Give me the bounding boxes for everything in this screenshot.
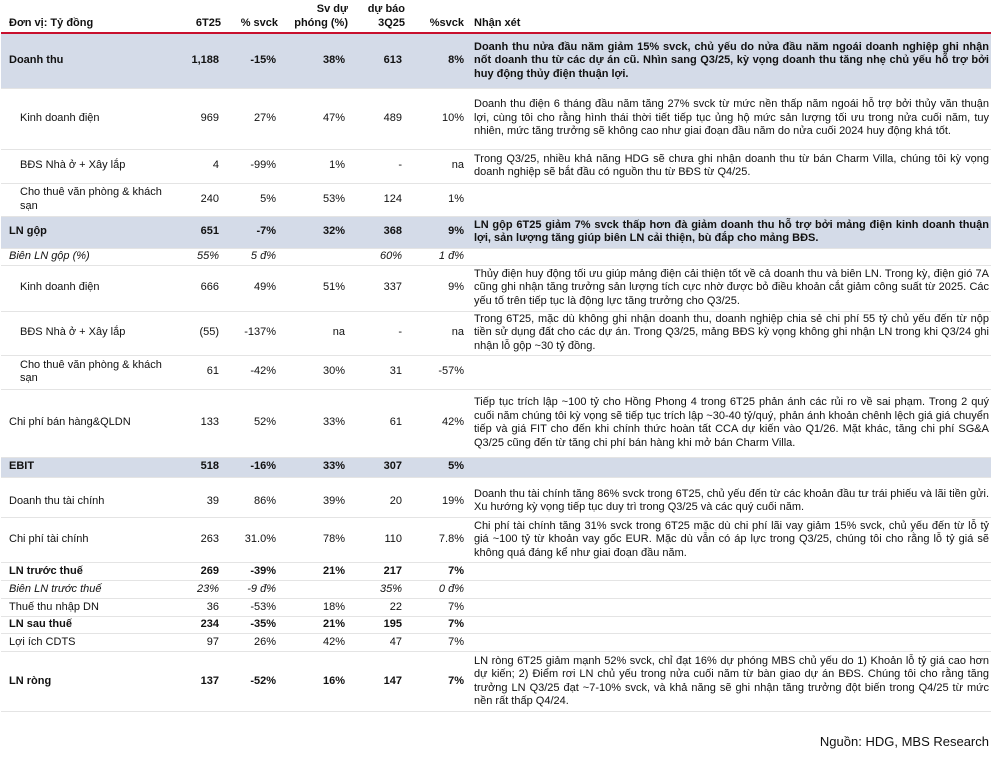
table-row: BĐS Nhà ở + Xây lắp 4 -99% 1% - na Trong Q3/25, nhiều khả năng HDG sẽ chưa ghi nhận doanh thu từ bán Charm Villa, chúng tôi kỳ vọng doanh nghiệp sẽ bắt đầu có nguồn thu từ BĐS từ Q4/25. — [1, 149, 991, 183]
table-row: BĐS Nhà ở + Xây lắp (55) -137% na - na Trong 6T25, mặc dù không ghi nhận doanh thu, doanh nghiệp chia sẻ chi phí 55 tỷ chủ yếu đến từ nộp tiền sử dụng đất cho các dự án. Trong Q3/25, mảng BĐS kỳ vọng không ghi nhận LN trong khi Q3/24 ghi nhận lỗ gộp ~30 tỷ đồng. — [1, 311, 991, 355]
table-row: Biên LN trước thuế 23% -9 đ% 35% 0 đ% — [1, 581, 991, 599]
header-pct-svck: %svck — [405, 0, 470, 33]
table-row: Kinh doanh điện 666 49% 51% 337 9% Thủy điện huy động tối ưu giúp mảng điện cải thiện tốt về cả doanh thu và biên LN. Trong kỳ, điện gió 7A cũng ghi nhận tăng trưởng sản lượng tích cực nhờ được bỏ điều khoản cắt giảm công suất từ 2025. Các yếu tố trên tiếp tục là động lực tăng trưởng cho Q3/25. — [1, 265, 991, 311]
table-row: LN sau thuế 234 -35% 21% 195 7% — [1, 617, 991, 634]
table-row: Doanh thu 1,188 -15% 38% 613 8% Doanh thu nửa đầu năm giảm 15% svck, chủ yếu do nửa đầu năm ngoái doanh nghiệp ghi nhận nốt doanh thu từ các dự án cũ. Nhìn sang Q3/25, kỳ vọng doanh thu tăng nhẹ chủ yếu hỗ trợ bởi huy động thủy điện thuận lợi. — [1, 33, 991, 88]
table-row: Doanh thu tài chính 39 86% 39% 20 19% Doanh thu tài chính tăng 86% svck trong 6T25, chủ yếu đến từ các khoản đầu tư trái phiếu và lãi tiền gửi. Xu hướng kỳ vọng tiếp tục duy trì trong Q3/25 và các quý cuối năm. — [1, 486, 991, 518]
table-row: EBIT 518 -16% 33% 307 5% — [1, 457, 991, 477]
source-note: Nguồn: HDG, MBS Research — [819, 734, 989, 749]
header-du-bao: dự báo 3Q25 — [348, 0, 405, 33]
table-header — [1, 0, 991, 33]
table-row: Cho thuê văn phòng & khách sạn 240 5% 53% 124 1% — [1, 183, 991, 216]
section-spacer — [1, 477, 991, 486]
financial-table — [1, 0, 991, 712]
table-row: LN trước thuế 269 -39% 21% 217 7% — [1, 563, 991, 581]
header-6t25: 6T25 — [175, 0, 221, 33]
table-row: Kinh doanh điện 969 27% 47% 489 10% Doanh thu điện 6 tháng đầu năm tăng 27% svck từ mức nền thấp năm ngoái hỗ trợ bởi thủy văn thuận lợi, cùng tôi cho rằng hình thái thời tiết tiếp tục ủng hộ mức sản lượng tối ưu trong nửa cuối năm, tuy nhiên, mức tăng trưởng sẽ không cao như giai đoạn đầu năm do nửa cuối 2024 huy động khá tốt. — [1, 88, 991, 149]
table-row: Lợi ích CDTS 97 26% 42% 47 7% — [1, 634, 991, 652]
header-comment: Nhận xét — [470, 0, 991, 33]
table-row: Chi phí bán hàng&QLDN 133 52% 33% 61 42% Tiếp tục trích lập ~100 tỷ cho Hồng Phong 4 trong 6T25 phản ánh các rủi ro về sai phạm. Trong 2 quý cuối năm chúng tôi kỳ vọng sẽ tiếp tục trích lập ~30-40 tỷ/quý, phản ánh khoản chênh lệch giá giá chuyển tiếp và giá FIT cho đến khi chính thức hoàn tất CCA dự kiến vào Q1/26. Mặt khác, tăng chi phí SG&A Q3/25 cũng đến từ tăng chi phí bán hàng khi mở bán Charm Villa. — [1, 389, 991, 457]
table-row: Biên LN gộp (%) 55% 5 đ% 60% 1 đ% — [1, 248, 991, 265]
table-row: LN ròng 137 -52% 16% 147 7% LN ròng 6T25 giảm mạnh 52% svck, chỉ đạt 16% dự phóng MBS chủ yếu do 1) Khoản lỗ tỷ giá cao hơn dự kiến; 2) Điểm rơi LN chủ yếu trong nửa cuối năm từ bàn giao dự án BĐS. Chúng tôi cho rằng tăng trưởng LN Q3/25 đạt ~7-10% svck, và khả năng sẽ ghi nhận tăng trưởng đột biến trong Q4/25 từ mức nền rất thấp Q4/24. — [1, 652, 991, 712]
header-unit: Đơn vị: Tỷ đồng — [1, 0, 175, 33]
header-svck: % svck — [221, 0, 278, 33]
table-row: Cho thuê văn phòng & khách sạn 61 -42% 30% 31 -57% — [1, 355, 991, 389]
table-row: Chi phí tài chính 263 31.0% 78% 110 7.8% Chi phí tài chính tăng 31% svck trong 6T25 mặc dù chi phí lãi vay giảm 15% svck, chủ yếu đến từ lỗ tỷ giá ~100 tỷ từ khoản vay gốc EUR. Mặc dù vẫn có áp lực trong Q3/25, chúng tôi cho rằng lỗ tỷ giá sẽ không quá đáng kể như giai đoạn đầu năm. — [1, 518, 991, 563]
table-row: LN gộp 651 -7% 32% 368 9% LN gộp 6T25 giảm 7% svck thấp hơn đà giảm doanh thu hỗ trợ bởi mảng điện kinh doanh thuận lợi, sản lượng tăng giúp biên LN cải thiện, bù đắp cho mảng BĐS. — [1, 216, 991, 248]
header-sv-du-phong: Sv dự phóng (%) — [278, 0, 348, 33]
table-row: Thuế thu nhập DN 36 -53% 18% 22 7% — [1, 599, 991, 617]
